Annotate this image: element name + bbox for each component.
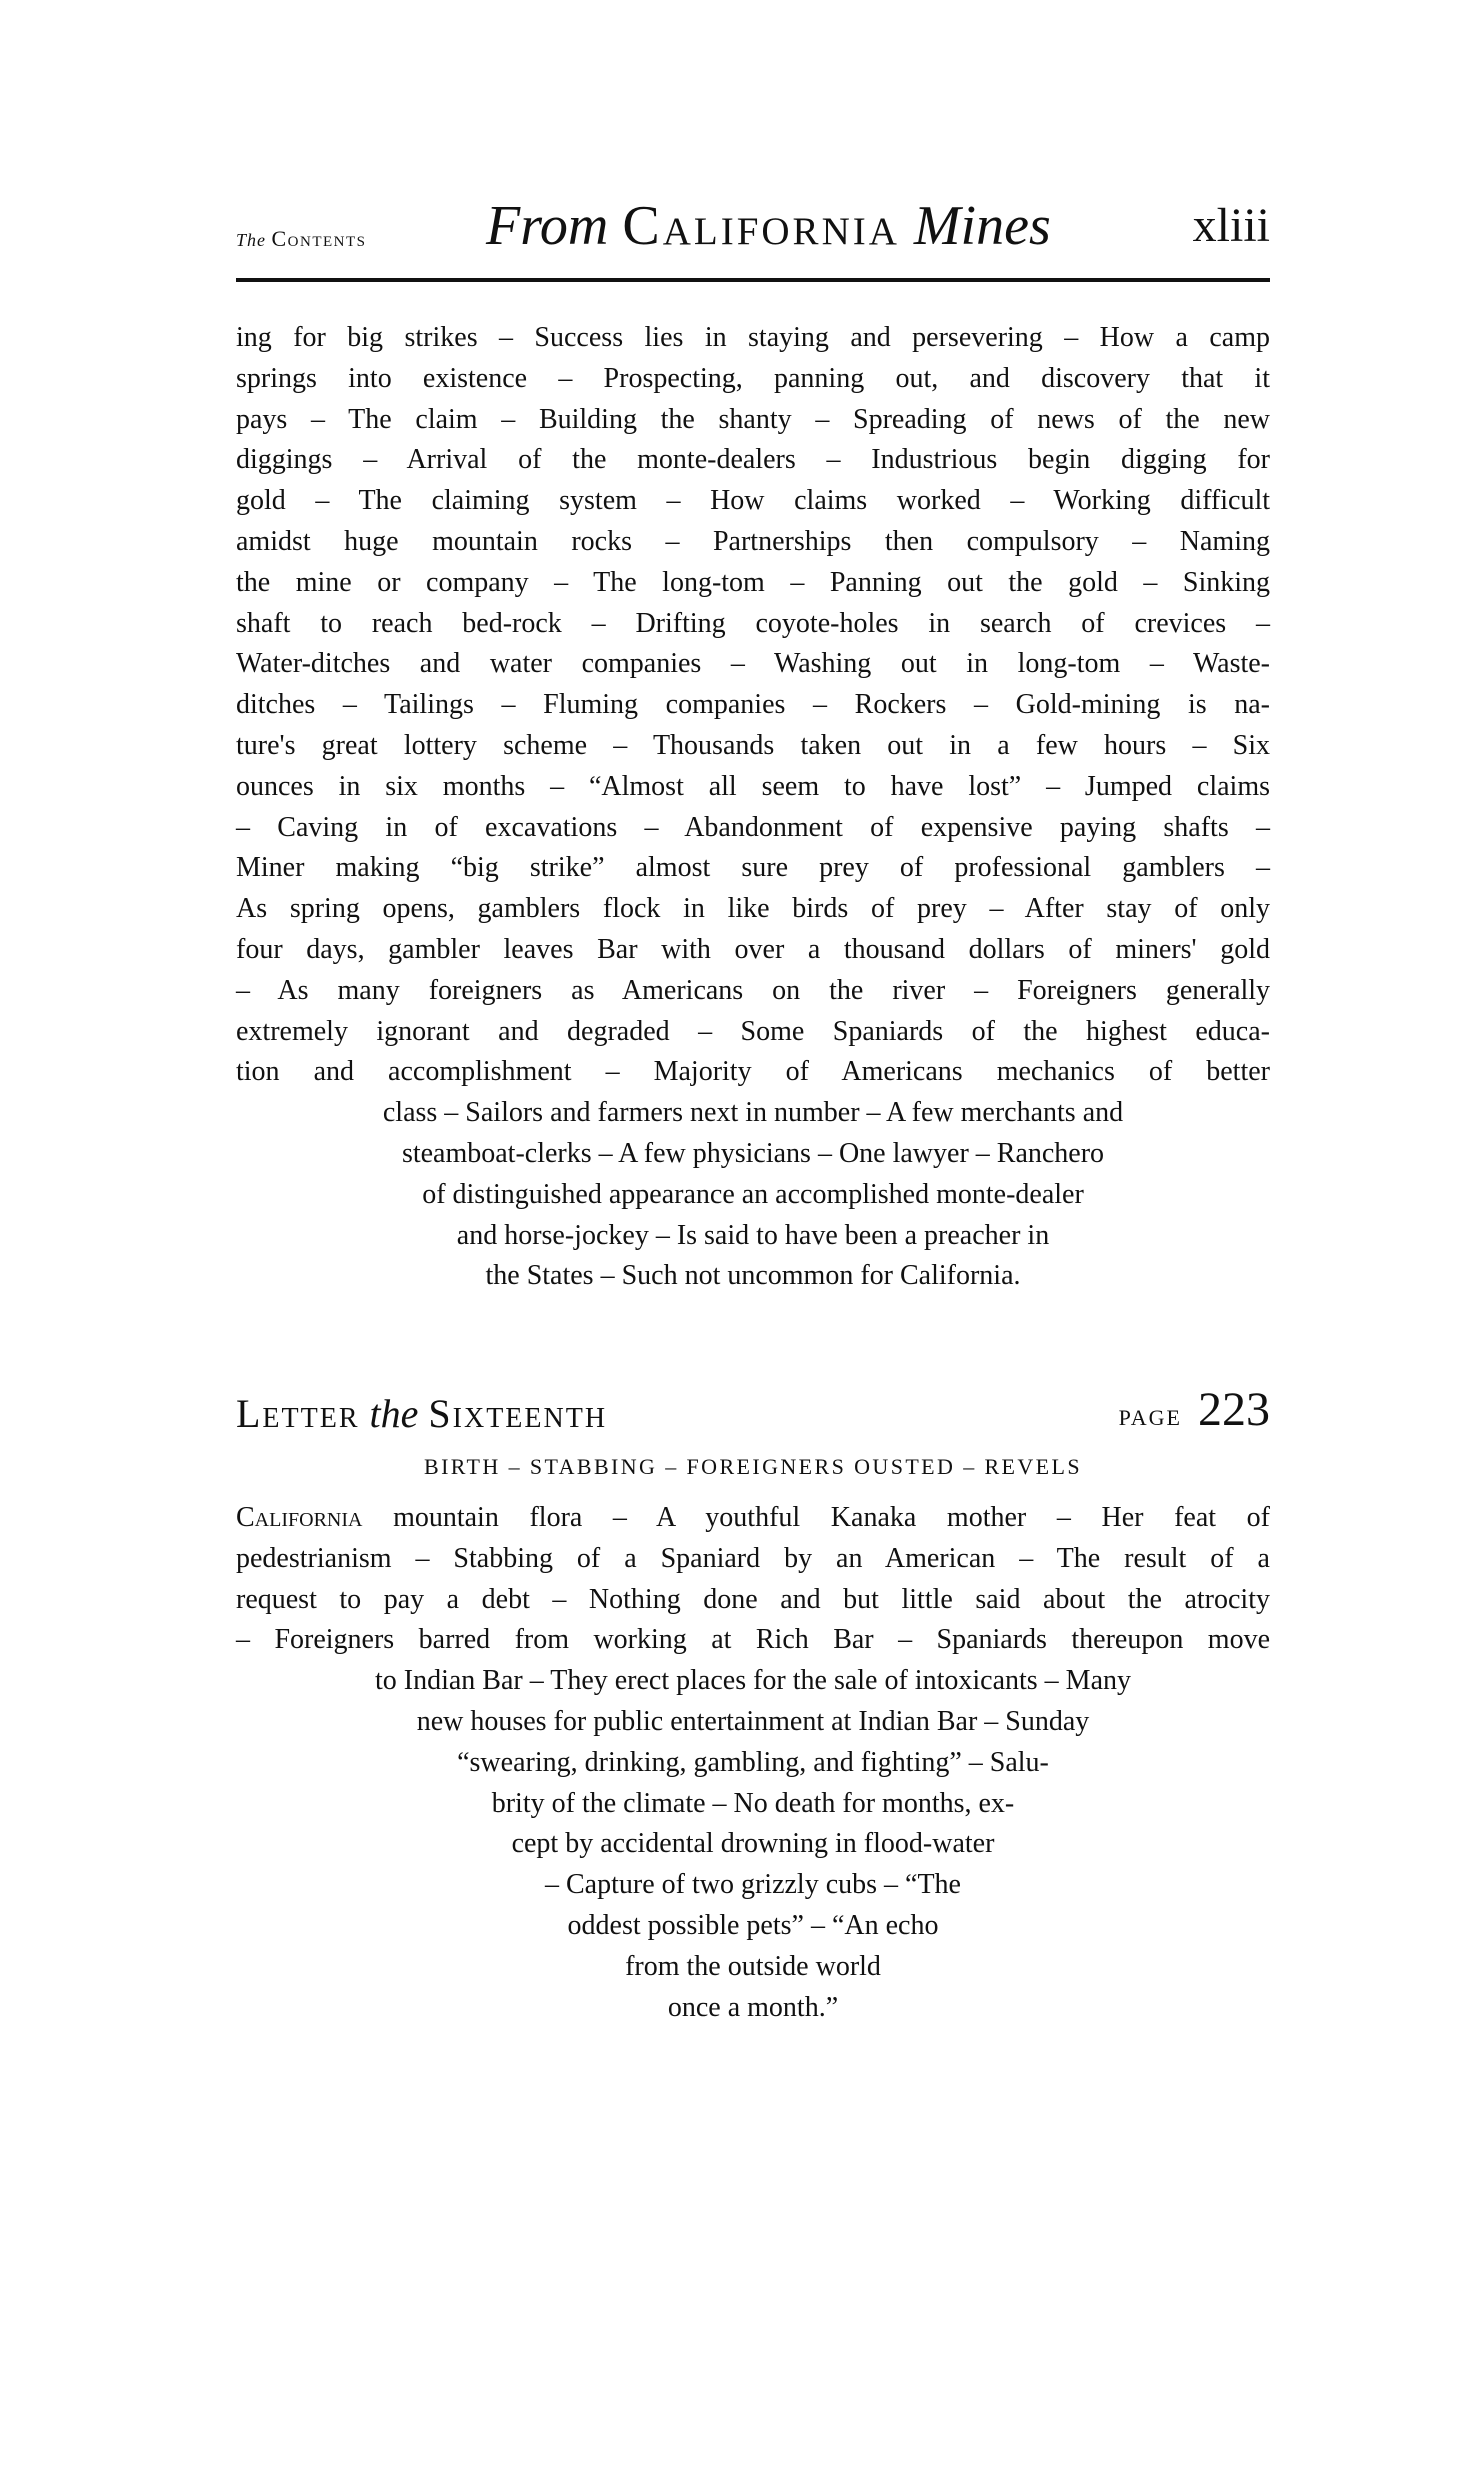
- page-label: PAGE: [1118, 1405, 1182, 1430]
- letter-heading: [236, 1382, 1270, 1442]
- letter-title: [236, 1390, 607, 1437]
- summary-line: As spring opens, gamblers flock in like birds of prey – After stay of only: [236, 893, 1270, 925]
- summary-line: springs into existence – Prospecting, panning out, and discovery that it: [236, 362, 1270, 394]
- book-title-from: From: [486, 195, 609, 257]
- summary-line: Miner making “big strike” almost sure prey of professional gamblers –: [236, 852, 1270, 884]
- page-folio: xliii: [1192, 199, 1270, 252]
- letter-page-ref: [1119, 1382, 1270, 1437]
- summary-line: amidst huge mountain rocks – Partnerships then compulsory – Naming: [236, 525, 1270, 557]
- header-rule: [236, 278, 1270, 282]
- letter-the: the: [369, 1391, 419, 1436]
- summary-line: diggings – Arrival of the monte-dealers – Industrious begin digging for: [236, 444, 1270, 476]
- letter-subhead: BIRTH – STABBING – FOREIGNERS OUSTED – REVELS: [424, 1454, 1082, 1479]
- letter-summary-line: – Foreigners barred from working at Rich Bar – Spaniards thereupon move: [236, 1624, 1270, 1656]
- letter-summary-line-centered: oddest possible pets” – “An echo: [567, 1909, 939, 1941]
- letter-summary-line-centered: from the outside world: [625, 1950, 881, 1982]
- summary-line: ounces in six months – “Almost all seem to have lost” – Jumped claims: [236, 770, 1270, 802]
- letter-ordinal: Sixteenth: [428, 1391, 608, 1436]
- letter-summary-line-centered: “swearing, drinking, gambling, and fighting” – Salu-: [457, 1746, 1049, 1778]
- summary-line-centered: the States – Such not uncommon for California.: [485, 1260, 1021, 1292]
- letter-summary-line: pedestrianism – Stabbing of a Spaniard by an American – The result of a: [236, 1542, 1270, 1574]
- letter-summary-line-centered: cept by accidental drowning in flood-water: [511, 1828, 995, 1860]
- summary-line: Water-ditches and water companies – Washing out in long-tom – Waste-: [236, 648, 1270, 680]
- running-header: [236, 194, 1270, 264]
- summary-line-centered: steamboat-clerks – A few physicians – One lawyer – Ranchero: [401, 1137, 1105, 1169]
- letter-summary-line-centered: once a month.”: [667, 1991, 839, 2023]
- letter-word: Letter: [236, 1391, 360, 1436]
- summary-line: – Caving in of excavations – Abandonment of expensive paying shafts –: [236, 811, 1270, 843]
- summary-line: shaft to reach bed-rock – Drifting coyote-holes in search of crevices –: [236, 607, 1270, 639]
- summary-line: ture's great lottery scheme – Thousands taken out in a few hours – Six: [236, 729, 1270, 761]
- summary-line: four days, gambler leaves Bar with over a thousand dollars of miners' gold: [236, 933, 1270, 965]
- letter-summary-first-word: California: [236, 1502, 363, 1533]
- page-number: 223: [1198, 1383, 1270, 1436]
- letter-summary: [236, 1498, 1270, 2028]
- letter-summary-line-centered: new houses for public entertainment at Indian Bar – Sunday: [416, 1705, 1090, 1737]
- summary-line: ditches – Tailings – Fluming companies – Rockers – Gold-mining is na-: [236, 689, 1270, 721]
- letter-summary-line-centered: brity of the climate – No death for months, ex-: [491, 1787, 1015, 1819]
- header-contents-label: [236, 226, 367, 252]
- summary-line: – As many foreigners as Americans on the river – Foreigners generally: [236, 974, 1270, 1006]
- summary-line-centered: of distinguished appearance an accomplished monte-dealer: [422, 1178, 1084, 1210]
- summary-line: ing for big strikes – Success lies in staying and persevering – How a camp: [236, 322, 1270, 353]
- summary-line-centered: and horse-jockey – Is said to have been a preacher in: [456, 1219, 1050, 1251]
- summary-line: the mine or company – The long-tom – Panning out the gold – Sinking: [236, 566, 1270, 598]
- summary-line: gold – The claiming system – How claims worked – Working difficult: [236, 485, 1270, 517]
- contents-summary-continued: [236, 318, 1270, 1297]
- header-contents-word: Contents: [271, 226, 367, 251]
- book-title-california: California: [622, 195, 900, 257]
- summary-line: extremely ignorant and degraded – Some Spaniards of the highest educa-: [236, 1015, 1270, 1047]
- letter-summary-line-centered: – Capture of two grizzly cubs – “The: [545, 1869, 961, 1901]
- book-title: [486, 194, 1051, 258]
- header-contents-the: The: [236, 230, 266, 250]
- summary-line: tion and accomplishment – Majority of Americans mechanics of better: [236, 1056, 1270, 1088]
- letter-summary-line: request to pay a debt – Nothing done and but little said about the atrocity: [236, 1583, 1270, 1615]
- summary-line-centered: class – Sailors and farmers next in number – A few merchants and: [382, 1097, 1124, 1129]
- summary-line: pays – The claim – Building the shanty – Spreading of news of the new: [236, 403, 1270, 435]
- letter-summary-first-line: [236, 1498, 1270, 1539]
- book-title-mines: Mines: [913, 195, 1051, 257]
- letter-summary-first-line-rest: mountain flora – A youthful Kanaka mother – Her feat of: [362, 1502, 1270, 1533]
- letter-summary-line-centered: to Indian Bar – They erect places for the sale of intoxicants – Many: [374, 1665, 1131, 1697]
